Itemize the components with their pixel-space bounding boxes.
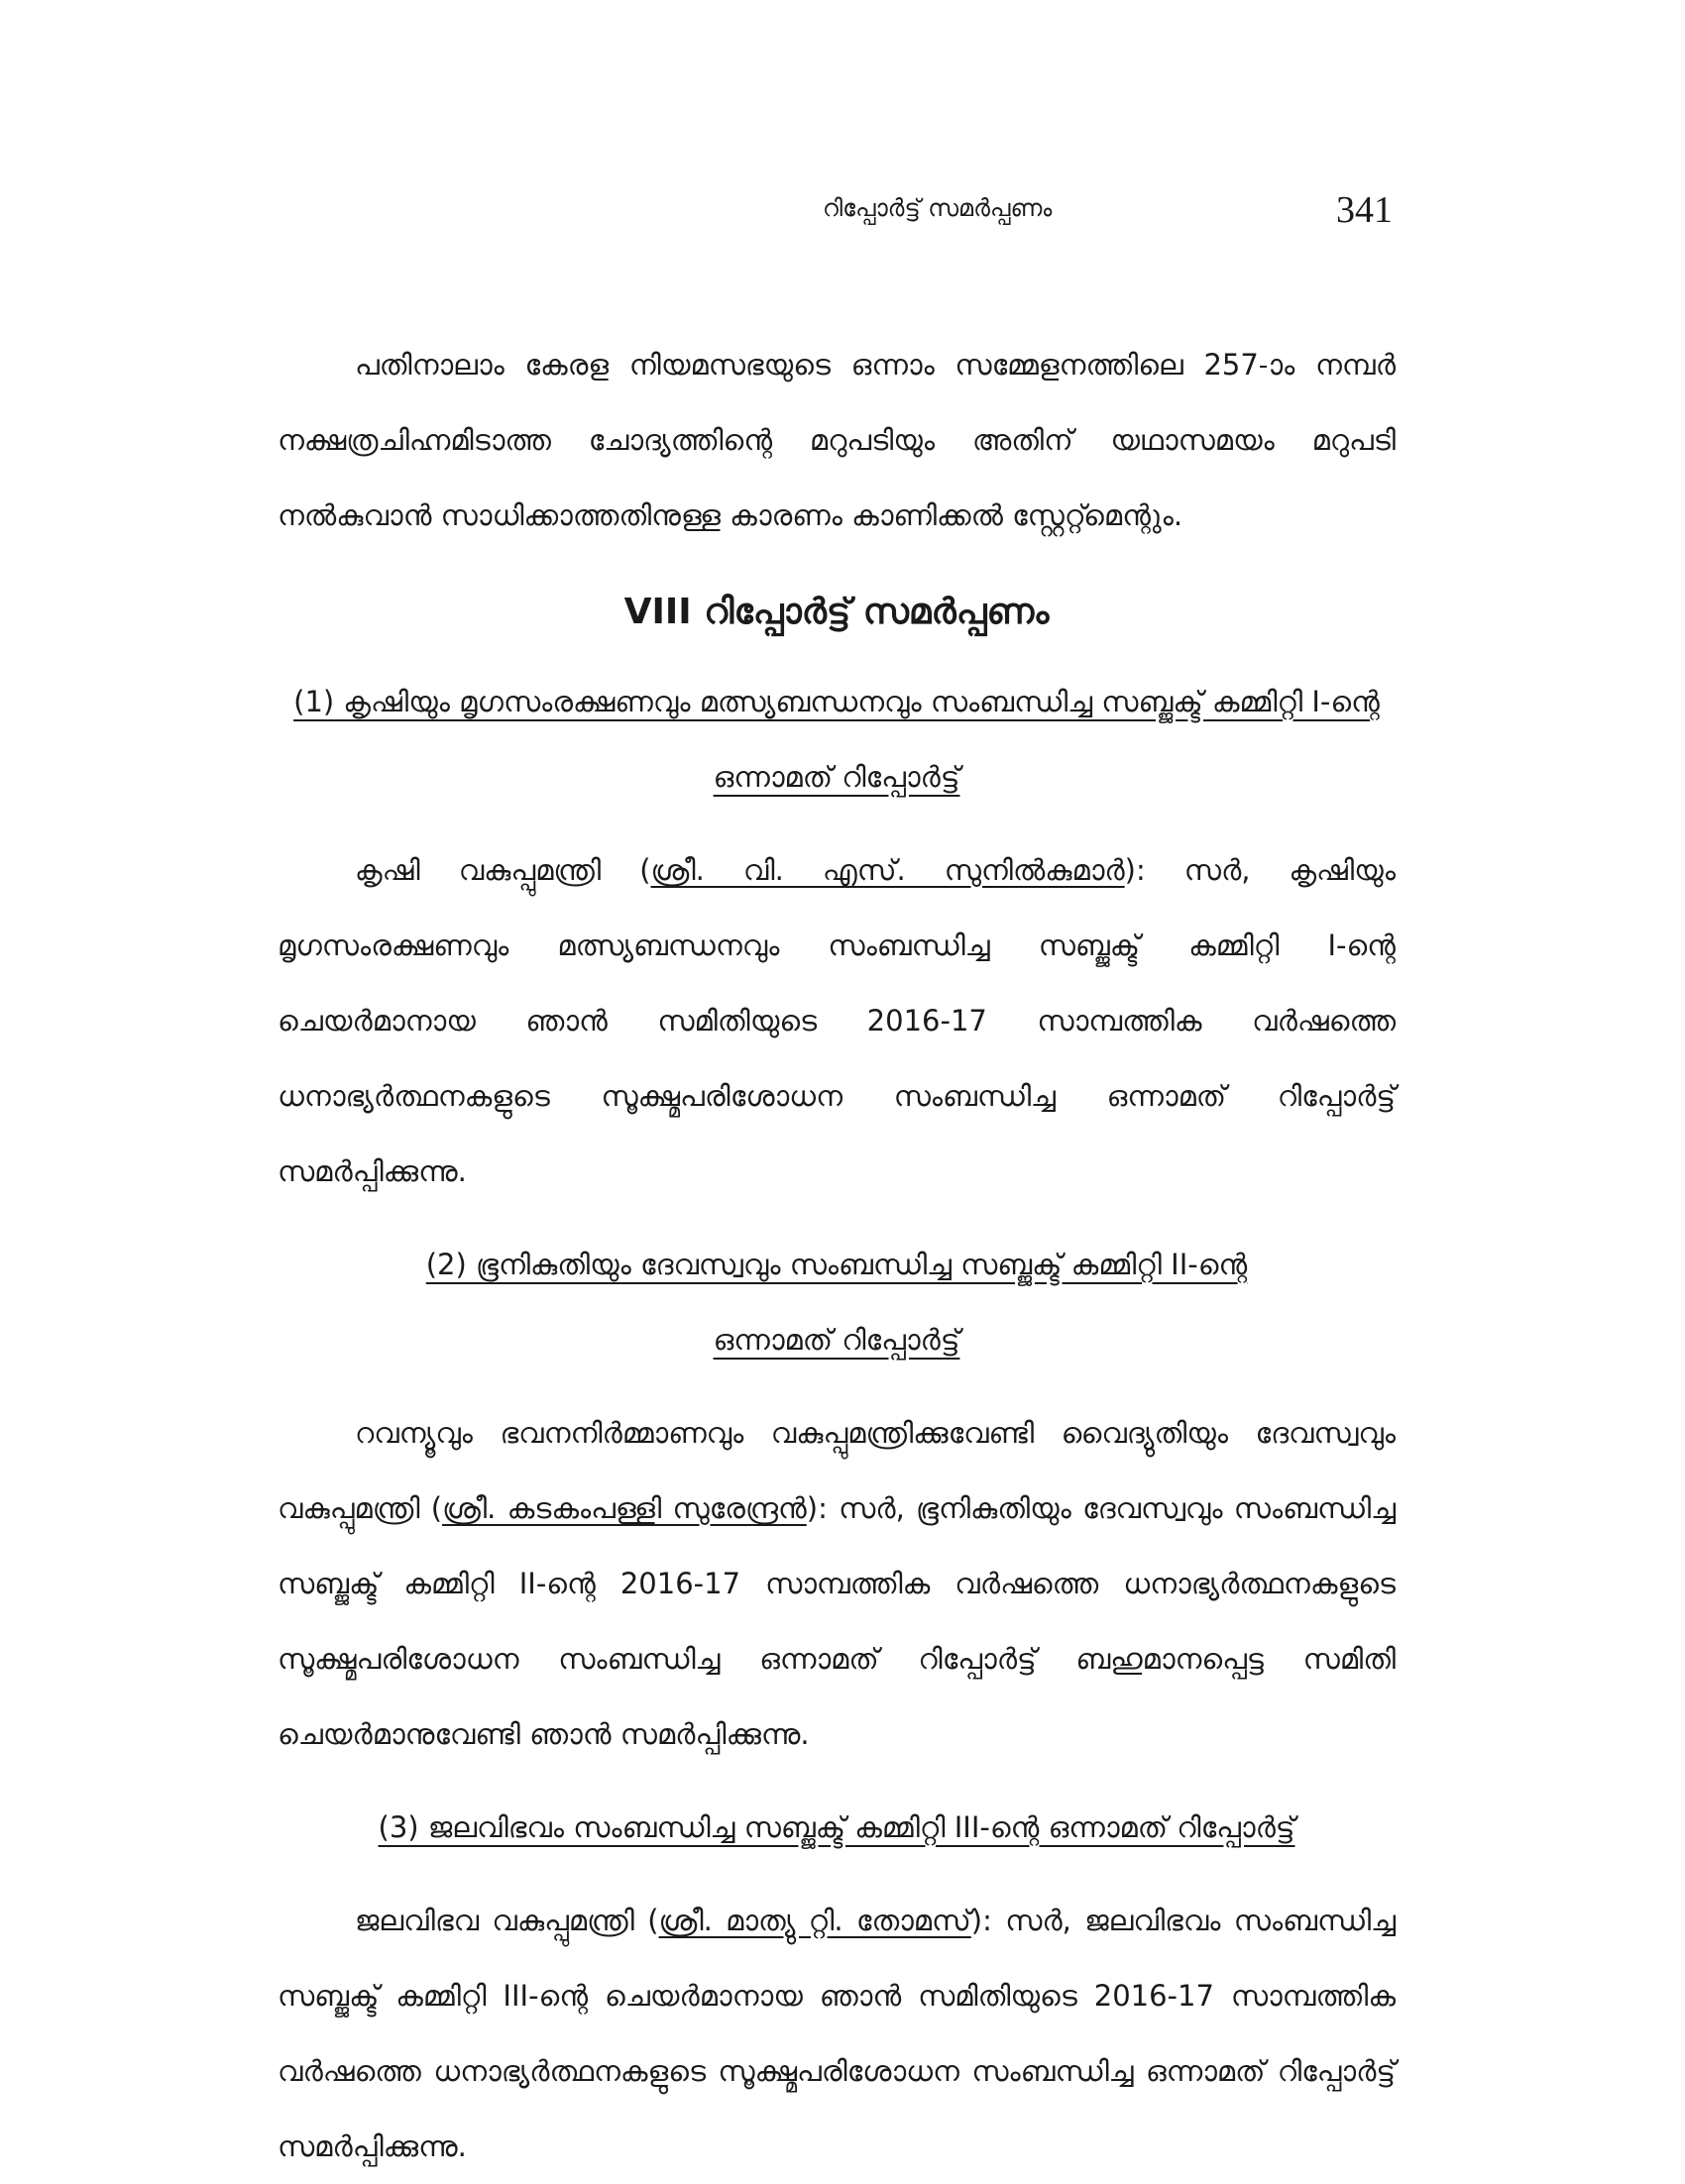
report-heading-1-line2: ഒന്നാമത് റിപ്പോർട്ട്	[713, 760, 960, 794]
speaker-name: ശ്രീ. വി. എസ്. സുനിൽകുമാർ	[650, 853, 1125, 887]
page-number: 341	[1336, 189, 1393, 231]
report-section-2	[278, 1227, 1396, 1772]
report-heading-3: (3) ജലവിഭവം സംബന്ധിച്ച സബ്ജക്ട് കമ്മിറ്റി III-ന്റെ ഒന്നാമത് റിപ്പോർട്ട്	[378, 1810, 1295, 1844]
speech-paragraph-3	[278, 1883, 1396, 2184]
speech-text: ): സർ, ഭൂനികുതിയും ദേവസ്വവും സംബന്ധിച്ച സബ്ജക്ട് കമ്മിറ്റി II-ന്റെ 2016-17 സാമ്പത്തിക വർഷത്തെ ധനാഭ്യർത്ഥനകളുടെ സൂക്ഷ്മപരിശോധന സംബന്ധിച്ച ഒന്നാമത് റിപ്പോർട്ട് ബഹുമാനപ്പെട്ട സമിതി ചെയർമാനുവേണ്ടി ഞാൻ സമർപ്പിക്കുന്നു.	[278, 1491, 1396, 1751]
speech-text: ): സർ, ജലവിഭവം സംബന്ധിച്ച സബ്ജക്ട് കമ്മിറ്റി III-ന്റെ ചെയർമാനായ ഞാൻ സമിതിയുടെ 2016-17 സാമ്പത്തിക വർഷത്തെ ധനാഭ്യർത്ഥനകളുടെ സൂക്ഷ്മപരിശോധന സംബന്ധിച്ച ഒന്നാമത് റിപ്പോർട്ട് സമർപ്പിക്കുന്നു.	[278, 1904, 1396, 2163]
speaker-role: കൃഷി വകുപ്പുമന്ത്രി (	[355, 853, 651, 887]
speaker-name: ശ്രീ. മാത്യു റ്റി. തോമസ്	[658, 1904, 971, 1937]
section-title: VIII റിപ്പോർട്ട് സമർപ്പണം	[623, 592, 1050, 632]
speaker-name: ശ്രീ. കടകംപള്ളി സുരേന്ദ്രൻ	[442, 1491, 807, 1525]
speech-paragraph-1	[278, 832, 1396, 1209]
speaker-role: ജലവിഭവ വകുപ്പുമന്ത്രി (	[355, 1904, 659, 1937]
report-heading-2-line2: ഒന്നാമത് റിപ്പോർട്ട്	[713, 1323, 960, 1357]
page-body	[278, 327, 1396, 2184]
report-heading-2: (2) ഭൂനികുതിയും ദേവസ്വവും സംബന്ധിച്ച സബ്ജക്ട് കമ്മിറ്റി II-ന്റെ	[425, 1248, 1248, 1281]
report-heading-1: (1) കൃഷിയും മൃഗസംരക്ഷണവും മത്സ്യബന്ധനവും സംബന്ധിച്ച സബ്ജക്ട് കമ്മിറ്റി I-ന്റെ	[293, 685, 1380, 718]
report-section-1	[278, 664, 1396, 1209]
speech-paragraph-2	[278, 1395, 1396, 1772]
running-title: റിപ്പോർട്ട് സമർപ്പണം	[823, 194, 1053, 222]
speech-text: ): സർ, കൃഷിയും മൃഗസംരക്ഷണവും മത്സ്യബന്ധനവും സംബന്ധിച്ച സബ്ജക്ട് കമ്മിറ്റി I-ന്റെ ചെയർമാനായ ഞാൻ സമിതിയുടെ 2016-17 സാമ്പത്തിക വർഷത്തെ ധനാഭ്യർത്ഥനകളുടെ സൂക്ഷ്മപരിശോധന സംബന്ധിച്ച ഒന്നാമത് റിപ്പോർട്ട് സമർപ്പിക്കുന്നു.	[278, 853, 1396, 1188]
report-section-3	[278, 1790, 1396, 2184]
speaker-role: റവന്യൂവും ഭവനനിർമ്മാണവും വകുപ്പുമന്ത്രിക്കുവേണ്ടി വൈദ്യുതിയും ദേവസ്വവും വകുപ്പുമന്ത്രി (	[278, 1416, 1396, 1525]
intro-paragraph: പതിനാലാം കേരള നിയമസഭയുടെ ഒന്നാം സമ്മേളനത്തിലെ 257-ാം നമ്പർ നക്ഷത്രചിഹ്നമിടാത്ത ചോദ്യത്തിന്റെ മറുപടിയും അതിന് യഥാസമയം മറുപടി നൽകുവാൻ സാധിക്കാത്തതിനുള്ള കാരണം കാണിക്കൽ സ്റ്റേറ്റ്മെന്റും.	[278, 348, 1396, 532]
